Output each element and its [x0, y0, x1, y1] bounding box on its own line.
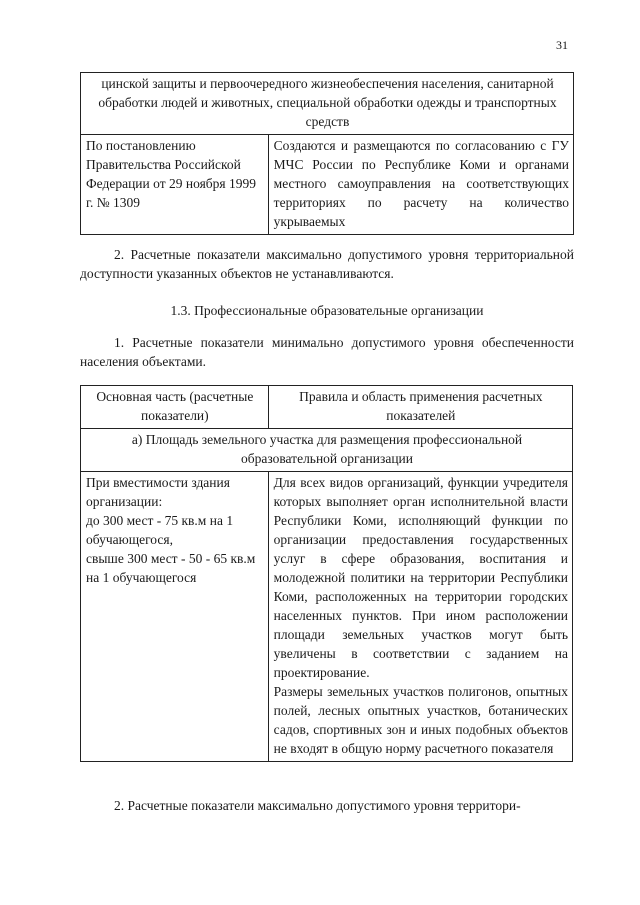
table-cell-capacity: [81, 472, 269, 762]
paragraph-text: 2. Расчетные показатели максимально допустимого уровня территори-: [114, 798, 521, 813]
table-row: [81, 429, 573, 472]
table-row: [81, 73, 574, 135]
table-header-rules: Правила и область применения расчетных показателей: [268, 386, 572, 429]
paragraph-text: 1. Расчетные показатели минимально допустимого уровня обеспеченности населения объектами.: [80, 335, 574, 369]
page-number: 31: [556, 38, 568, 52]
paragraph-text: 2. Расчетные показатели максимально допустимого уровня территориальной доступности указанных объектов не устанавливаются.: [80, 247, 574, 281]
text-paragraph: Для всех видов организаций, функции учредителя которых выполняет орган исполнительной власти Республики Коми, исполняющий функции по организации предоставления государственных услуг в сфере образования, воспитания и молодежной политики на территории Республики Коми, расположенных на территории городских населенных пунктов. При ином расположении площади земельных участков могут быть увеличены в соответствии с заданием на проектирование.: [273, 475, 568, 680]
table-row: [81, 135, 574, 235]
table-cell-rule: Создаются и размещаются по согласованию с ГУ МЧС России по Республике Коми и органами местного самоуправления на соответствующих территориях по расчету на количество укрываемых: [268, 135, 573, 235]
text-line: до 300 мест - 75 кв.м на 1 обучающегося,: [86, 513, 234, 547]
table-cell-basis: По постановлению Правительства Российской Федерации от 29 ноября 1999 г. № 1309: [81, 135, 269, 235]
table-cell-application: [268, 472, 572, 762]
table-2: [80, 385, 573, 762]
table-header-row: [81, 386, 573, 429]
table-1: [80, 72, 574, 235]
paragraph: [80, 796, 574, 815]
text-paragraph: Размеры земельных участков полигонов, опытных полей, лесных опытных участков, ботанических садов, спортивных зон и иных подобных объектов не входят в общую норму расчетного показателя: [273, 684, 568, 756]
text-line: При вместимости здания организации:: [86, 475, 230, 509]
paragraph: [80, 333, 574, 371]
table-row: [81, 472, 573, 762]
table-cell-continuation: цинской защиты и первоочередного жизнеобеспечения населения, санитарной обработки людей и животных, специальной обработки одежды и транспортных средств: [81, 73, 574, 135]
section-heading: 1.3. Профессиональные образовательные организации: [170, 303, 484, 318]
table-header-main: Основная часть (расчетные показатели): [81, 386, 269, 429]
text-line: свыше 300 мест - 50 - 65 кв.м на 1 обучающегося: [86, 551, 256, 585]
table-subheader: а) Площадь земельного участка для размещения профессиональной образовательной организации: [81, 429, 573, 472]
paragraph: [80, 245, 574, 283]
